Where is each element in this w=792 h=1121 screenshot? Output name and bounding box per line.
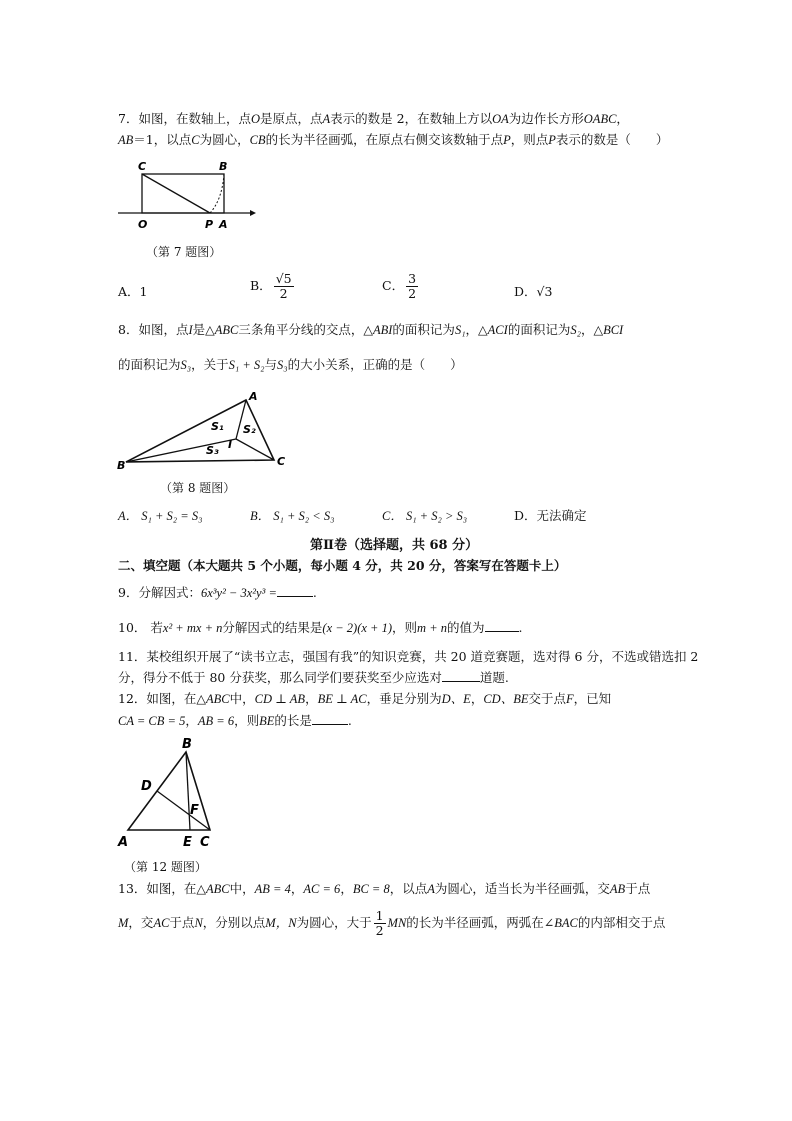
q8-text: 8．如图，点 — [118, 322, 189, 337]
fraction-denominator: 2 — [279, 286, 288, 301]
q7-text: ＝1，以点 — [133, 132, 192, 147]
q10-text: ，则 — [392, 620, 418, 635]
q13-stem-line1 — [118, 880, 650, 898]
label-D: D — [141, 779, 152, 794]
q7-text: ，则点 — [510, 132, 549, 147]
q13-text: 中， — [229, 881, 255, 896]
label-I: I — [228, 438, 233, 451]
q7-text: 为边作长方形 — [508, 111, 584, 126]
q13-expression: BC = 8 — [352, 882, 390, 896]
q7-var: A — [322, 112, 331, 126]
q7-option-a: A．1 — [118, 284, 148, 299]
q7-text: 7．如图，在数轴上，点 — [118, 111, 251, 126]
label-B: B — [182, 737, 192, 752]
fraction-numerator: √5 — [275, 271, 292, 286]
q13-stem-line2 — [118, 906, 665, 940]
part-two-heading: 二、填空题（本大题共 5 个小题，每小题 4 分，共 20 分，答案写在答题卡上） — [118, 558, 567, 573]
q12-text: ，已知 — [573, 691, 612, 706]
q8-option-a: A． S₁ + S₂ = S₃ — [118, 509, 203, 523]
q7-var: CB — [249, 133, 266, 147]
q13-text: ，分别以点 — [202, 915, 266, 930]
label-S2: S₂ — [243, 423, 256, 436]
q7-text: 是原点，点 — [260, 111, 323, 126]
number-line-arrow — [250, 210, 256, 216]
q7-option-b — [250, 272, 296, 301]
q10-text: 10． 若 — [118, 620, 163, 635]
q12-stem-line1 — [118, 690, 611, 708]
label-A: A — [249, 390, 258, 403]
q8-text: 的面积记为 — [392, 322, 455, 337]
q7-var: O — [250, 112, 260, 126]
q9-stem — [118, 584, 317, 602]
q8-text: ，关于 — [191, 357, 229, 372]
q7-text: 的长为半径画弧，在原点右侧交该数轴于点 — [265, 132, 504, 147]
q8-option-c: C． S₁ + S₂ > S₃ — [382, 509, 468, 523]
q7-var: P — [548, 133, 556, 147]
q13-expression: AB = 4 — [254, 882, 291, 896]
label-C: C — [138, 160, 147, 173]
q13-text: ，以点 — [389, 881, 428, 896]
q7-option-c — [382, 272, 420, 301]
q8-var: ACI — [487, 323, 508, 337]
label-A: A — [219, 218, 228, 231]
q8-var: S₃ — [277, 358, 288, 372]
section-title: 第Ⅱ卷（选择题，共 68 分） — [310, 538, 479, 553]
q12-var: CD、BE — [483, 692, 529, 706]
fraction-denominator: 2 — [375, 923, 384, 938]
q10-expression: m + n — [417, 621, 448, 635]
q13-text: 的内部相交于点 — [577, 915, 666, 930]
q13-var: N — [194, 916, 203, 930]
q7-option-d: D．√3 — [514, 284, 553, 299]
q8-var: S₃ — [180, 358, 192, 372]
label-C: C — [277, 455, 286, 468]
q9-text: . — [312, 585, 317, 600]
q9-expression: 6x³y² − 3x²y³ = — [200, 586, 277, 600]
q12-text: ，则 — [234, 713, 260, 728]
q12-expression: CD ⊥ AB — [254, 692, 306, 706]
q8-var: ABC — [214, 323, 239, 337]
q7-text: 表示的数是 2，在数轴上方以 — [330, 111, 493, 126]
segment-bi — [126, 439, 236, 462]
q13-var: M — [118, 916, 129, 930]
q13-var: AB — [609, 882, 626, 896]
q8-option-d: D．无法确定 — [514, 508, 587, 523]
q8-var: BCI — [603, 323, 624, 337]
segment-cd — [157, 791, 210, 830]
label-S3: S₃ — [206, 444, 219, 457]
q12-figure — [116, 734, 226, 854]
q13-var: AC — [153, 916, 170, 930]
q12-text: ， — [305, 691, 318, 706]
fraction-numerator: 1 — [375, 908, 384, 923]
q8-text: 的大小关系，正确的是（ ） — [287, 357, 463, 372]
q12-text: 12．如图，在△ — [118, 691, 207, 706]
label-F: F — [190, 803, 199, 818]
answer-blank — [277, 584, 313, 597]
q8-stem-line1 — [118, 321, 623, 339]
q7-var: C — [191, 133, 200, 147]
q7-caption: （第 7 题图） — [146, 245, 222, 259]
answer-blank — [485, 619, 519, 632]
q7-stem-line1 — [118, 110, 629, 128]
q7-var: OA — [492, 112, 509, 126]
fraction-denominator: 2 — [408, 286, 417, 301]
fraction-one-half — [374, 909, 386, 938]
q13-text: 的长为半径画弧，两弧在 — [406, 915, 544, 930]
q12-text: 中， — [229, 691, 255, 706]
q11-stem-line1: 11．某校组织开展了“读书立志，强国有我”的知识竞赛，共 20 道竞赛题，选对得 6 分，不选或错选扣 2 — [118, 649, 699, 664]
label-P: P — [205, 218, 214, 231]
fraction-numerator: 3 — [408, 271, 417, 286]
q12-stem-line2 — [118, 712, 352, 730]
q13-expression: ∠BAC — [543, 916, 578, 930]
q12-text: ， — [470, 691, 484, 706]
q13-text: 于点 — [169, 915, 195, 930]
q10-stem — [118, 619, 523, 637]
q13-var: MN — [387, 916, 407, 930]
label-B: B — [117, 459, 126, 472]
q8-caption: （第 8 题图） — [160, 481, 236, 495]
label-C: C — [200, 835, 210, 850]
q10-expression: x² + mx + n — [162, 621, 223, 635]
q10-text: 的值为 — [447, 620, 485, 635]
q10-expression: (x − 2)(x + 1) — [322, 621, 393, 635]
q13-text: 为圆心，适当长为半径画弧，交 — [434, 881, 610, 896]
label-S1: S₁ — [211, 420, 224, 433]
q8-option-b: B． S₁ + S₂ < S₃ — [250, 509, 335, 523]
q7-text: ， — [616, 111, 629, 126]
q8-text: ，△ — [580, 322, 604, 337]
q12-var: D、E — [441, 692, 471, 706]
q12-text: . — [347, 713, 352, 728]
q12-var: ABC — [206, 692, 230, 706]
q12-expression: CA = CB = 5 — [118, 714, 186, 728]
q11-stem-line2 — [118, 669, 509, 687]
q13-text: ，交 — [128, 915, 154, 930]
q13-var: A — [427, 882, 435, 896]
q8-text: 的面积记为 — [507, 322, 571, 337]
q8-var: I — [188, 323, 193, 337]
q8-var: ABI — [372, 323, 393, 337]
rectangle-oabc — [142, 174, 224, 213]
q7-stem-line2 — [118, 131, 668, 149]
q7-var: OABC — [583, 112, 617, 126]
q12-text: ，垂足分别为 — [366, 691, 442, 706]
q12-expression: AB = 6 — [197, 714, 235, 728]
answer-blank — [442, 669, 480, 682]
q8-var: S₂ — [570, 323, 581, 337]
arc-bp — [210, 174, 224, 213]
option-label: B． — [250, 278, 272, 293]
q10-text: . — [518, 620, 523, 635]
fraction — [274, 272, 294, 301]
answer-blank — [312, 712, 348, 725]
q8-expression: S₁ + S₂ — [228, 358, 265, 372]
q9-text: 9．分解因式： — [118, 585, 201, 600]
q12-text: ， — [185, 713, 198, 728]
q13-text: 于点 — [625, 881, 651, 896]
q13-var: M，N — [265, 916, 297, 930]
segment-cp — [142, 174, 210, 213]
option-label: C． — [382, 278, 405, 293]
q8-var: S₁ — [454, 323, 466, 337]
q13-expression: AC = 6 — [303, 882, 341, 896]
q12-var: BE — [259, 714, 275, 728]
q13-text: 13．如图，在△ — [118, 881, 207, 896]
q12-text: 的长是 — [274, 713, 312, 728]
q8-text: 三条角平分线的交点，△ — [238, 322, 373, 337]
q7-text: 表示的数是（ ） — [555, 132, 669, 147]
q12-caption: （第 12 题图） — [124, 860, 207, 874]
q12-text: 交于点 — [528, 691, 566, 706]
q8-text: 与 — [264, 357, 278, 372]
q8-stem-line2 — [118, 356, 463, 374]
q11-text: 道题. — [479, 670, 509, 685]
label-B: B — [219, 160, 228, 173]
q13-text: ， — [340, 881, 353, 896]
label-E: E — [183, 835, 192, 850]
q8-text: ，△ — [465, 322, 488, 337]
label-A: A — [118, 835, 129, 850]
q13-text: ， — [290, 881, 304, 896]
q10-text: 分解因式的结果是 — [222, 620, 323, 635]
fraction — [406, 272, 418, 301]
label-O: O — [138, 218, 148, 231]
q13-text: 为圆心，大于 — [296, 915, 372, 930]
q8-figure — [116, 388, 296, 474]
q7-text: 为圆心， — [199, 132, 250, 147]
q12-var: F — [565, 692, 574, 706]
q11-text: 分，得分不低于 80 分获奖，那么同学们要获奖至少应选对 — [118, 670, 442, 685]
q12-expression: BE ⊥ AC — [317, 692, 367, 706]
q8-text: 是△ — [192, 322, 215, 337]
q13-var: ABC — [206, 882, 230, 896]
q7-figure — [118, 158, 258, 234]
q8-text: 的面积记为 — [118, 357, 181, 372]
q7-var: AB — [118, 133, 134, 147]
q7-var: P — [503, 133, 511, 147]
